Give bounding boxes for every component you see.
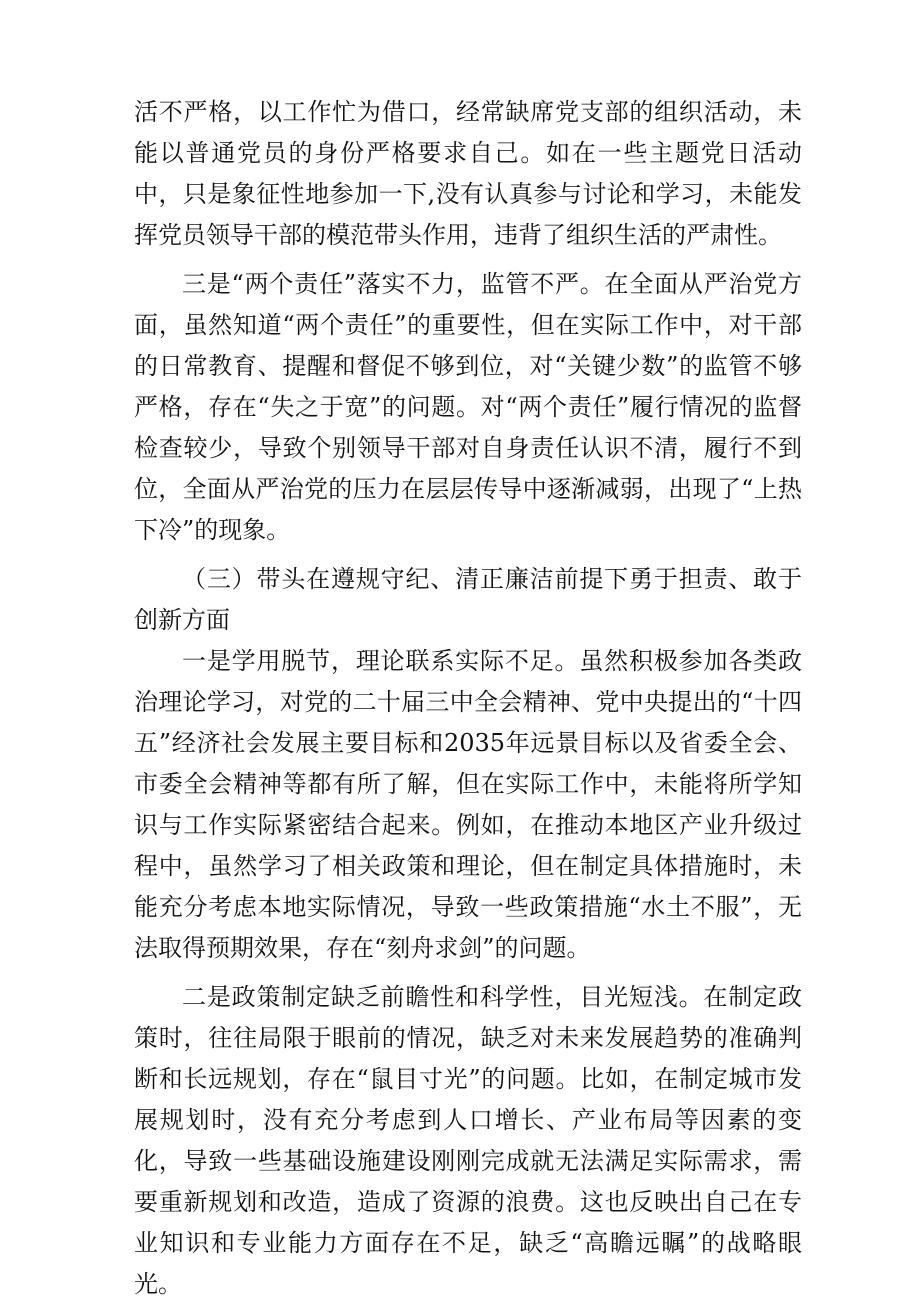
paragraph-policy-foresight: 二是政策制定缺乏前瞻性和科学性，目光短浅。在制定政策时，往往局限于眼前的情况，缺乏对未来发展趋势的准确判断和长远规划，存在“鼠目寸光”的问题。比如，在制定城市发展规划时，没有充分考虑到人口增长、产业布局等因素的变化，导致一些基础设施建设刚刚完成就无法满足实际需求，需要重新规划和改造，造成了资源的浪费。这也反映出自己在专业知识和专业能力方面存在不足，缺乏“高瞻远瞩”的战略眼光。 (134, 983, 802, 1298)
paragraph-theory-practice: 一是学用脱节，理论联系实际不足。虽然积极参加各类政治理论学习，对党的二十届三中全会精神、党中央提出的“十四五”经济社会发展主要目标和2035年远景目标以及省委全会、市委全会精神等都有所了解，但在实际工作中，未能将所学知识与工作实际紧密结合起来。例如，在推动本地区产业升级过程中，虽然学习了相关政策和理论，但在制定具体措施时，未能充分考虑本地实际情况，导致一些政策措施“水土不服”，无法取得预期效果，存在“刻舟求剑”的问题。 (134, 647, 802, 962)
document-body (134, 92, 802, 1305)
section-heading-three: （三）带头在遵规守纪、清正廉洁前提下勇于担责、敢于创新方面 (134, 565, 802, 634)
paragraph-continuation: 活不严格，以工作忙为借口，经常缺席党支部的组织活动，未能以普通党员的身份严格要求自己。如在一些主题党日活动中，只是象征性地参加一下,没有认真参与讨论和学习，未能发挥党员领导干部的模范带头作用，违背了组织生活的严肃性。 (134, 98, 802, 249)
paragraph-two-responsibilities: 三是“两个责任”落实不力，监管不严。在全面从严治党方面，虽然知道“两个责任”的重要性，但在实际工作中，对干部的日常教育、提醒和督促不够到位，对“关键少数”的监管不够严格，存在“失之于宽”的问题。对“两个责任”履行情况的监督检查较少，导致个别领导干部对自身责任认识不清，履行不到位，全面从严治党的压力在层层传导中逐渐减弱，出现了“上热下冷”的现象。 (134, 270, 802, 544)
